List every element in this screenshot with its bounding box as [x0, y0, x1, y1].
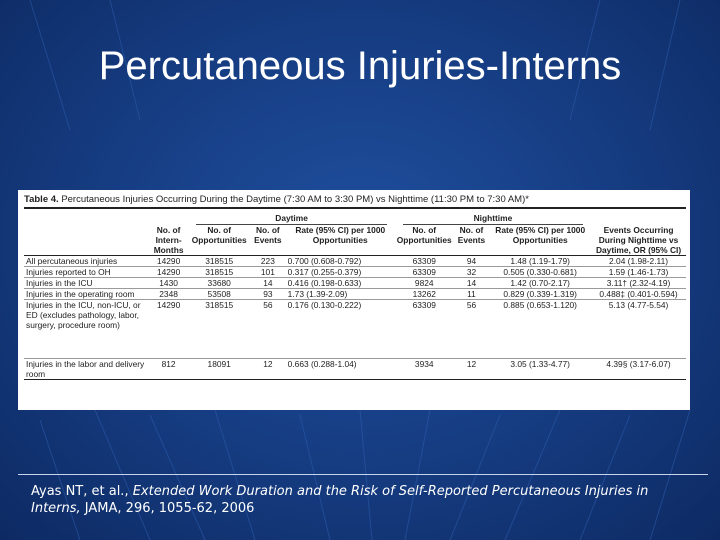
- cell-night-opportunities: 13262: [395, 289, 454, 300]
- header-night-events: No. of Events: [454, 225, 490, 256]
- cell-night-rate: 1.42 (0.70-2.17): [489, 278, 591, 289]
- cell-day-events: 101: [250, 267, 286, 278]
- cell-day-events: 14: [250, 278, 286, 289]
- table-row: [24, 300, 686, 359]
- cell-day-events: 223: [250, 256, 286, 267]
- row-label: Injuries in the ICU: [24, 278, 149, 289]
- table-row: [24, 278, 686, 289]
- slide-title: Percutaneous Injuries-Interns: [98, 44, 622, 88]
- cell-night-rate: 1.48 (1.19-1.79): [489, 256, 591, 267]
- citation-authors: Ayas NT, et al.,: [31, 484, 133, 499]
- cell-day-opportunities: 33680: [188, 278, 250, 289]
- cell-day-rate: 0.416 (0.198-0.633): [286, 278, 395, 289]
- header-intern-months: No. of Intern-Months: [149, 225, 188, 256]
- cell-day-opportunities: 318515: [188, 256, 250, 267]
- cell-intern-months: 1430: [149, 278, 188, 289]
- row-label: Injuries in the labor and delivery room: [24, 359, 149, 380]
- cell-or: 0.488‡ (0.401-0.594): [591, 289, 686, 300]
- cell-day-rate: 1.73 (1.39-2.09): [286, 289, 395, 300]
- row-label: Injuries in the ICU, non-ICU, or ED (excludes pathology, labor, surgery, procedure room): [24, 300, 149, 359]
- cell-night-opportunities: 63309: [395, 267, 454, 278]
- citation: [31, 483, 701, 517]
- cell-or: 5.13 (4.77-5.54): [591, 300, 686, 359]
- cell-intern-months: 812: [149, 359, 188, 380]
- cell-night-opportunities: 9824: [395, 278, 454, 289]
- cell-day-events: 12: [250, 359, 286, 380]
- cell-day-rate: 0.663 (0.288-1.04): [286, 359, 395, 380]
- cell-day-rate: 0.700 (0.608-0.792): [286, 256, 395, 267]
- header-day-rate: Rate (95% CI) per 1000 Opportunities: [286, 225, 395, 256]
- cell-night-rate: 0.829 (0.339-1.319): [489, 289, 591, 300]
- cell-or: 1.59 (1.46-1.73): [591, 267, 686, 278]
- cell-night-opportunities: 63309: [395, 256, 454, 267]
- cell-day-events: 93: [250, 289, 286, 300]
- row-label: Injuries reported to OH: [24, 267, 149, 278]
- cell-day-rate: 0.176 (0.130-0.222): [286, 300, 395, 359]
- cell-or: 2.04 (1.98-2.11): [591, 256, 686, 267]
- injuries-table: [24, 209, 686, 380]
- cell-day-opportunities: 318515: [188, 267, 250, 278]
- cell-night-rate: 3.05 (1.33-4.77): [489, 359, 591, 380]
- header-day-opportunities: No. of Opportunities: [188, 225, 250, 256]
- row-label: All percutaneous injuries: [24, 256, 149, 267]
- cell-or: 4.39§ (3.17-6.07): [591, 359, 686, 380]
- group-daytime: Daytime: [275, 213, 308, 223]
- row-label: Injuries in the operating room: [24, 289, 149, 300]
- citation-article: Extended Work Duration and the Risk of Self-Reported Percutaneous Injuries in Interns,: [31, 484, 649, 516]
- caption-label: Table 4.: [24, 194, 59, 205]
- caption-text: Percutaneous Injuries Occurring During the Daytime (7:30 AM to 3:30 PM) vs Nighttime (11:30 PM to 7:30 AM)*: [61, 194, 529, 205]
- column-header-row: [24, 225, 686, 256]
- cell-night-events: 94: [454, 256, 490, 267]
- cell-day-opportunities: 318515: [188, 300, 250, 359]
- cell-intern-months: 14290: [149, 267, 188, 278]
- cell-intern-months: 14290: [149, 300, 188, 359]
- header-night-opportunities: No. of Opportunities: [395, 225, 454, 256]
- citation-divider: [18, 474, 708, 475]
- cell-day-opportunities: 18091: [188, 359, 250, 380]
- table-caption: [24, 193, 686, 209]
- cell-night-events: 12: [454, 359, 490, 380]
- cell-night-opportunities: 63309: [395, 300, 454, 359]
- cell-night-opportunities: 3934: [395, 359, 454, 380]
- header-night-rate: Rate (95% CI) per 1000 Opportunities: [489, 225, 591, 256]
- header-day-events: No. of Events: [250, 225, 286, 256]
- cell-night-events: 56: [454, 300, 490, 359]
- group-nighttime: Nighttime: [473, 213, 513, 223]
- cell-night-events: 32: [454, 267, 490, 278]
- group-header-row: [24, 209, 686, 225]
- table-row: [24, 256, 686, 267]
- cell-night-rate: 0.505 (0.330-0.681): [489, 267, 591, 278]
- data-table-card: [18, 190, 690, 410]
- cell-intern-months: 2348: [149, 289, 188, 300]
- cell-day-opportunities: 53508: [188, 289, 250, 300]
- citation-journal: JAMA, 296, 1055-62, 2006: [80, 501, 255, 516]
- cell-day-rate: 0.317 (0.255-0.379): [286, 267, 395, 278]
- table-row: [24, 267, 686, 278]
- cell-day-events: 56: [250, 300, 286, 359]
- cell-night-rate: 0.885 (0.653-1.120): [489, 300, 591, 359]
- cell-night-events: 14: [454, 278, 490, 289]
- header-or: Events Occurring During Nighttime vs Daytime, OR (95% CI): [591, 225, 686, 256]
- cell-night-events: 11: [454, 289, 490, 300]
- table-row: [24, 289, 686, 300]
- table-row: [24, 359, 686, 380]
- cell-or: 3.11† (2.32-4.19): [591, 278, 686, 289]
- cell-intern-months: 14290: [149, 256, 188, 267]
